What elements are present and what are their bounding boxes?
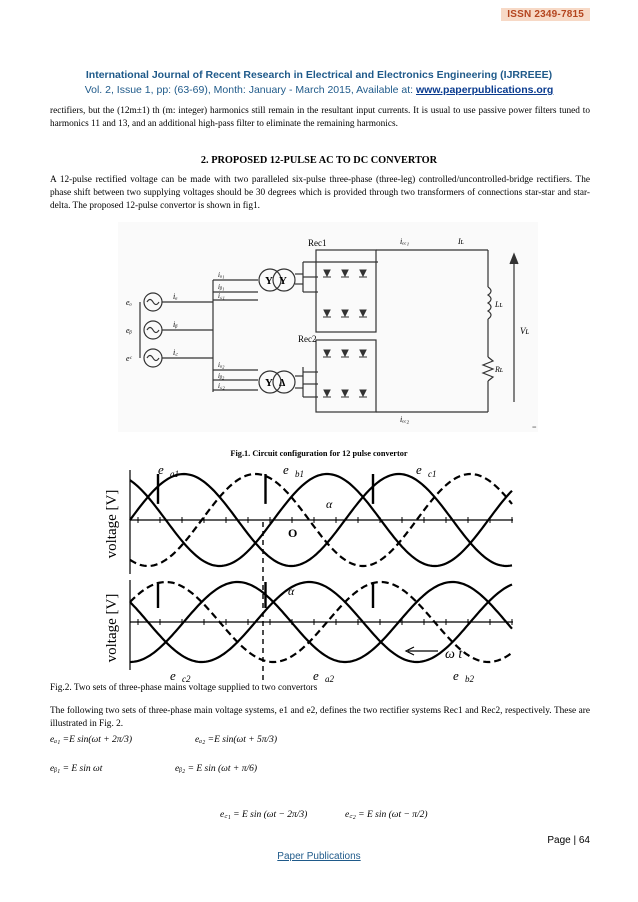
equation-ea1: eₐ₁ =E sin(ωt + 2π/3) (50, 735, 133, 745)
label-eb: eᵦ (126, 326, 132, 335)
page-number: Page | 64 (547, 835, 590, 846)
label-ea2-sub: a2 (325, 674, 334, 682)
ylabel-bottom: voltage [V] (104, 593, 120, 663)
label-il: Iʟ (458, 237, 464, 246)
label-ec2-sub: c2 (182, 674, 191, 682)
origin-label: O (288, 526, 298, 540)
label-mark: = (532, 423, 537, 432)
label-ea: eₐ (126, 298, 132, 307)
label-rl: Rʟ (495, 365, 504, 374)
section-heading: 2. PROPOSED 12-PULSE AC TO DC CONVERTOR (200, 155, 438, 166)
circuit-background (118, 222, 538, 432)
label-ec1-sub: c1 (428, 469, 437, 479)
label-ic2: i꜀₂ (218, 382, 225, 390)
label-irec2: iₑₑ₂ (400, 415, 410, 424)
alpha-top: α (326, 497, 333, 511)
label-ic: i꜀ (173, 348, 178, 357)
label-ec1: e (416, 462, 422, 477)
ylabel-top: voltage [V] (104, 489, 120, 559)
star-symbol-2: Y (279, 275, 287, 287)
fig1-caption: Fig.1. Circuit configuration for 12 pulse convertor (230, 449, 408, 458)
journal-url-link[interactable]: www.paperpublications.org (416, 84, 554, 96)
label-ea2: e (313, 668, 319, 682)
label-rec2: Rec2 (298, 334, 317, 344)
label-ia2: iₐ₂ (218, 361, 225, 369)
label-eb2: e (453, 668, 459, 682)
label-ib: iᵦ (173, 320, 178, 329)
equation-ea2: eₐ₂ =E sin(ωt + 5π/3) (195, 735, 278, 745)
label-vl: Vʟ (520, 326, 530, 336)
equation-eb1: eᵦ₁ = E sin ωt (50, 764, 103, 774)
label-ea1: e (158, 462, 164, 477)
delta-symbol: Δ (279, 378, 286, 389)
star-symbol-1: Y (265, 275, 273, 287)
equation-ec1: e꜀₁ = E sin (ωt − 2π/3) (220, 810, 308, 820)
journal-title: International Journal of Recent Research in Electrical and Electronics Engineering (IJRREEE) (85, 69, 553, 81)
label-eb1-sub: b1 (295, 469, 304, 479)
label-eb2-sub: b2 (465, 674, 474, 682)
label-ec: eᶜ (126, 354, 132, 363)
label-irec1: iₑₑ₁ (400, 237, 410, 246)
issn-badge: ISSN 2349-7815 (501, 8, 590, 21)
star-symbol-3: Y (265, 377, 273, 389)
waveform-figure (88, 462, 518, 682)
equation-ec2: e꜀₂ = E sin (ωt − π/2) (345, 810, 428, 820)
publisher-link[interactable]: Paper Publications (277, 851, 361, 862)
issue-text: Vol. 2, Issue 1, pp: (63-69), Month: January - March 2015, Available at: (84, 84, 417, 96)
alpha-bottom: α (288, 584, 295, 598)
intro-paragraph: rectifiers, but the (12m±1) th (m: integer) harmonics still remain in the resultant input currents. It is usual to use passive power filters tuned to harmonics 11 and 13, and an additional high-pass filter to eliminate the remaining harmonics. (50, 106, 590, 130)
label-ll: Lʟ (495, 300, 503, 309)
issue-info (0, 84, 638, 96)
label-ib2: iᵦ₂ (218, 372, 225, 380)
label-rec1: Rec1 (308, 238, 327, 248)
equation-eb2: eᵦ₂ = E sin (ωt + π/6) (175, 764, 258, 774)
label-ic1: i꜀₁ (218, 292, 225, 300)
label-ib1: iᵦ₁ (218, 283, 225, 291)
label-eb1: e (283, 462, 289, 477)
circuit-diagram (118, 222, 538, 432)
label-ea1-sub: a1 (170, 469, 179, 479)
label-ec2: e (170, 668, 176, 682)
label-ia1: iₐ₁ (218, 271, 225, 279)
fig2-paragraph: The following two sets of three-phase main voltage systems, e1 and e2, defines the two rectifier systems Rec1 and Rec2, respectively. These are illustrated in Fig. 2. (50, 706, 590, 730)
label-ia: iₐ (173, 292, 178, 301)
omega-t-label: ω t (445, 647, 463, 662)
fig2-caption: Fig.2. Two sets of three-phase mains voltage supplied to two convertors (50, 683, 318, 693)
section-paragraph: A 12-pulse rectified voltage can be made with two paralleled six-pulse three-phase (three-leg) controlled/uncontrolled-bridge rectifiers. The phase shift between two supplying voltages should be 30 degrees which is provided through two transformers of connections star-star and star-delta. The proposed 12-pulse convertor is shown in fig1. (50, 175, 590, 212)
